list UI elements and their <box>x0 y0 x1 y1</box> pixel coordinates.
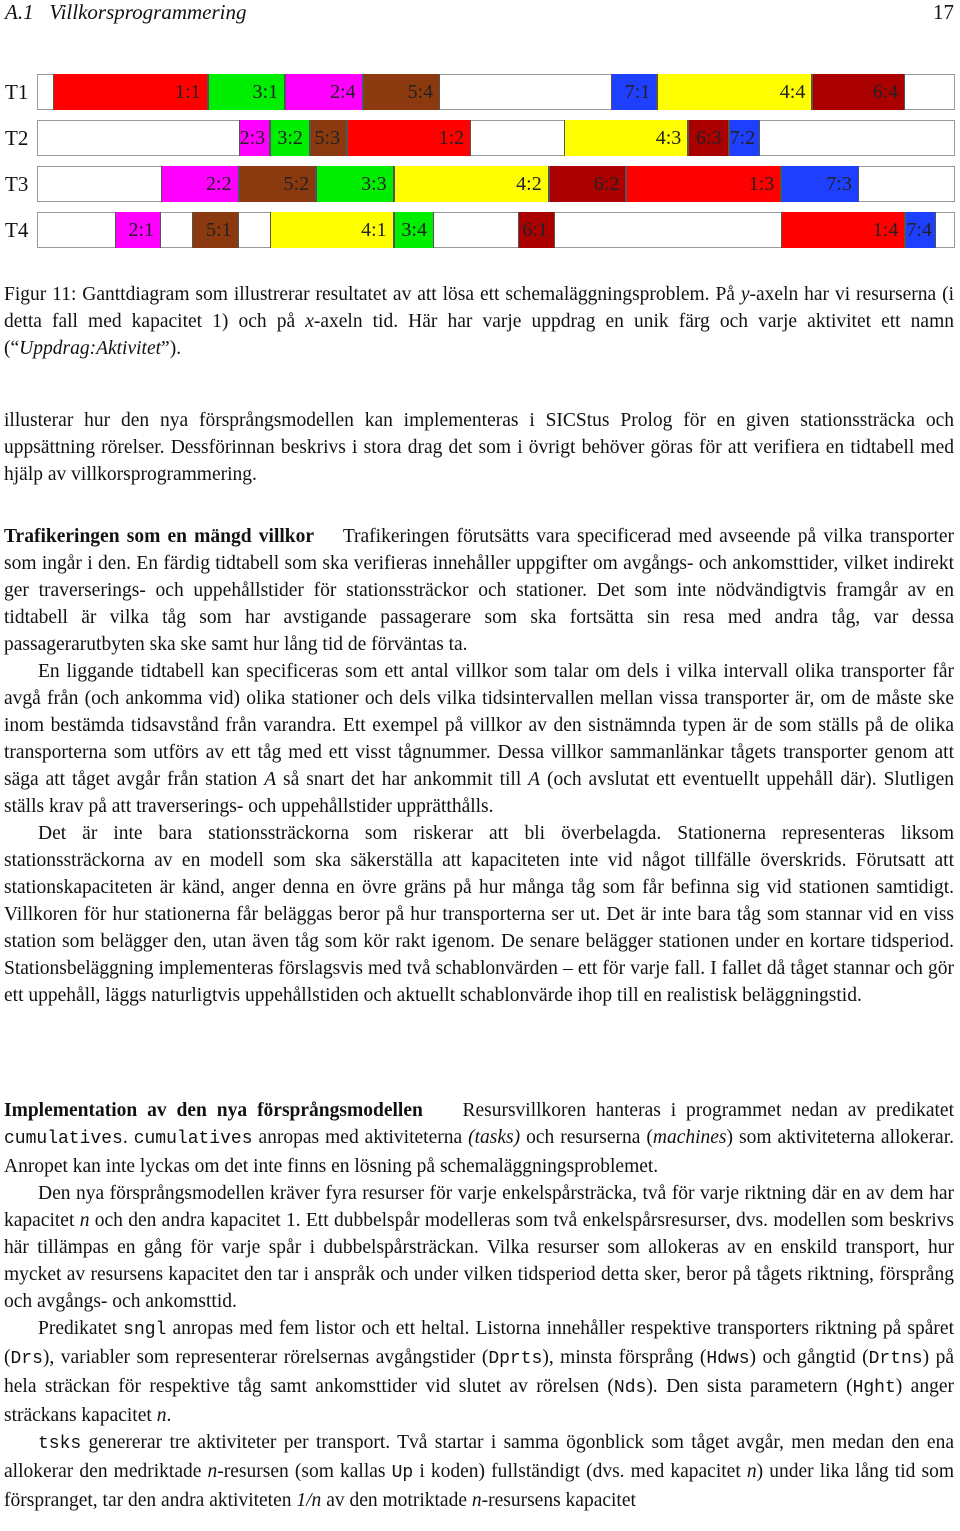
gantt-task-bar: 4:2 <box>394 166 549 202</box>
gantt-task-bar: 4:3 <box>564 120 688 156</box>
gantt-task-bar: 7:1 <box>611 74 658 110</box>
page-number: 17 <box>933 0 954 24</box>
gantt-task-bar: 3:2 <box>270 120 310 156</box>
gantt-task-bar: 1:4 <box>781 212 905 248</box>
gantt-task-bar: 3:4 <box>394 212 434 248</box>
section-number: A.1 <box>5 0 34 24</box>
gantt-task-bar: 5:1 <box>192 212 239 248</box>
gantt-task-bar: 3:1 <box>208 74 286 110</box>
gantt-task-bar: 7:2 <box>729 120 760 156</box>
gantt-task-bar: 2:2 <box>161 166 239 202</box>
gantt-row-label: T4 <box>5 218 29 242</box>
intro-paragraph: illusterar hur den nya försprångsmodellen kan implementeras i SICStus Prolog för en given stationssträcka och uppsättning rörelser. Dessförinnan beskrivs i stora drag det som i övrigt behöver göras för att verifiera en tidtabell med hjälp av villkorsprogrammering. <box>4 410 954 485</box>
gantt-row-label: T1 <box>5 80 29 104</box>
gantt-task-bar: 7:3 <box>781 166 859 202</box>
section-traffic: Trafikeringen som en mängd villkor Trafikeringen förutsätts vara specificerad med avseende på vilka transporter som ingår i den. En färdig tidtabell som ska verifieras innehåller uppgifter om avgångs- och ankomsttider, vilket indirekt ger traverserings- och uppehållstider för stationssträckor och stationer. Det som inte nödvändigtvis framgår av en tidtabell är vilka tåg som har avstigande passagerare som ska fortsätta sin resa med andra tåg, var dessa passagerarutbyten ska ske samt hur lång tid de förväntas ta. En liggande tidtabell kan specificeras som ett antal villkor som talar om dels i vilka intervall olika transporter får avgå från (och ankomma vid) olika stationer och dels vilka tidsintervallen mellan vissa transporter är, om de måste ske inom bestämda tidsavstånd från varandra. Ett exempel på villkor av den sistnämnda typen är de som ställs på de olika transporterna som utförs av ett tåg med ett visst tågnummer. Dessa villkor sammanlänkar tågets transporter genom att säga att tåget avgår från station A så snart det har ankommit till A (och avslutat ett eventuellt uppehåll där). Slutligen ställs krav på att traverserings- och uppehållstider upprätthålls. Det är inte bara stationssträckorna som riskerar att bli överbelagda. Stationerna representeras liksom stationssträckorna av en modell som ska säkerställa att kapaciteten inte vid något tillfälle överskrids. Förutsatt att stationskapaciteten är känd, anger denna en övre gräns på hur många tåg som får befinna sig vid stationen samtidigt. Villkoren för hur stationerna får beläggas beror på hur transporterna ser ut. Det är inte bara tåg som stannar vid en viss station som belägger den, utan även tåg som kör rakt igenom. De senare belägger stationen under en kortare tidsperiod. Stationsbeläggning implementeras förslagsvis med två schablonvärden – ett för varje fall. I fallet då tåget stannar och gör ett uppehåll, läggs naturligtvis uppehållstiden och aktuellt schablonvärde ihop till en realistisk beläggningstid. <box>4 526 955 1006</box>
section-implementation: Implementation av den nya försprångsmodellen Resursvillkoren hanteras i programmet nedan av predikatet cumulatives. cumulatives anropas med aktiviteterna (tasks) och resurserna (machines) som aktiviteterna allokerar. Anropet kan inte lyckas om det inte finns en lösning på schemaläggningsproblemet. Den nya försprångsmodellen kräver fyra resurser för varje enkelspårsträcka, två för varje riktning där en av dem har kapacitet n och den andra kapacitet 1. Ett dubbelspår modelleras som två enkelspårsresurser, dvs. modellen som beskrivs här tillämpas en gång för varje spår i dubbelspårsträckan. Vilka resurser som allokeras av en enskild transport, hur mycket av resursens kapacitet den tar i anspråk och under vilken tidsperiod detta sker, beror på tågets riktning, försprång och avgångs- och ankomsttid. Predikatet sngl anropas med fem listor och ett heltal. Listorna innehåller respektive transporters riktning på spåret (Drs), variabler som representerar rörelsernas avgångstider (Dprts), minsta försprång (Hdws) och gångtid (Drtns) på hela sträckan för respektive tåg samt ankomsttider vid slutet av rörelsen (Nds). Den sista parametern (Hght) anger sträckans kapacitet n. tsks genererar tre aktiviteter per transport. Två startar i samma ögonblick som tåget avgår, men medan den ena allokerar den medriktade n-resursen (som kallas Up i koden) fullständigt (dvs. med kapacitet n) under lika lång tid som förspranget, tar den andra aktiviteten 1/n av den motriktade n-resursens kapacitet <box>4 1100 955 1511</box>
gantt-task-bar: 5:2 <box>239 166 317 202</box>
gantt-task-bar: 2:1 <box>115 212 162 248</box>
gantt-task-bar: 6:4 <box>812 74 905 110</box>
section-heading: Implementation av den nya försprångsmodellen <box>4 1100 423 1121</box>
gantt-task-bar: 7:4 <box>905 212 936 248</box>
gantt-task-bar: 5:4 <box>363 74 441 110</box>
gantt-task-bar: 1:1 <box>53 74 208 110</box>
section-title: Villkorsprogrammering <box>49 0 247 24</box>
gantt-task-bar: 6:1 <box>518 212 555 248</box>
gantt-chart <box>0 70 960 255</box>
gantt-task-bar: 5:3 <box>310 120 347 156</box>
gantt-task-bar: 2:4 <box>285 74 363 110</box>
gantt-task-bar: 4:1 <box>270 212 394 248</box>
gantt-task-bar: 6:3 <box>688 120 728 156</box>
gantt-task-bar: 6:2 <box>549 166 627 202</box>
gantt-task-bar: 1:3 <box>626 166 781 202</box>
gantt-row-label: T2 <box>5 126 29 150</box>
running-header <box>5 0 954 24</box>
gantt-lane <box>37 120 955 156</box>
section-heading: Trafikeringen som en mängd villkor <box>4 526 315 547</box>
gantt-row-label: T3 <box>5 172 29 196</box>
gantt-task-bar: 3:3 <box>316 166 394 202</box>
gantt-task-bar: 1:2 <box>347 120 471 156</box>
gantt-task-bar: 2:3 <box>239 120 270 156</box>
gantt-task-bar: 4:4 <box>657 74 812 110</box>
figure-caption: Figur 11: Ganttdiagram som illustrerar resultatet av att lösa ett schemaläggningsproblem. På y-axeln har vi resurserna (i detta fall med kapacitet 1) och på x-axeln tid. Här har varje uppdrag en unik färg och varje aktivitet ett namn (“Uppdrag:Aktivitet”). <box>4 284 954 359</box>
